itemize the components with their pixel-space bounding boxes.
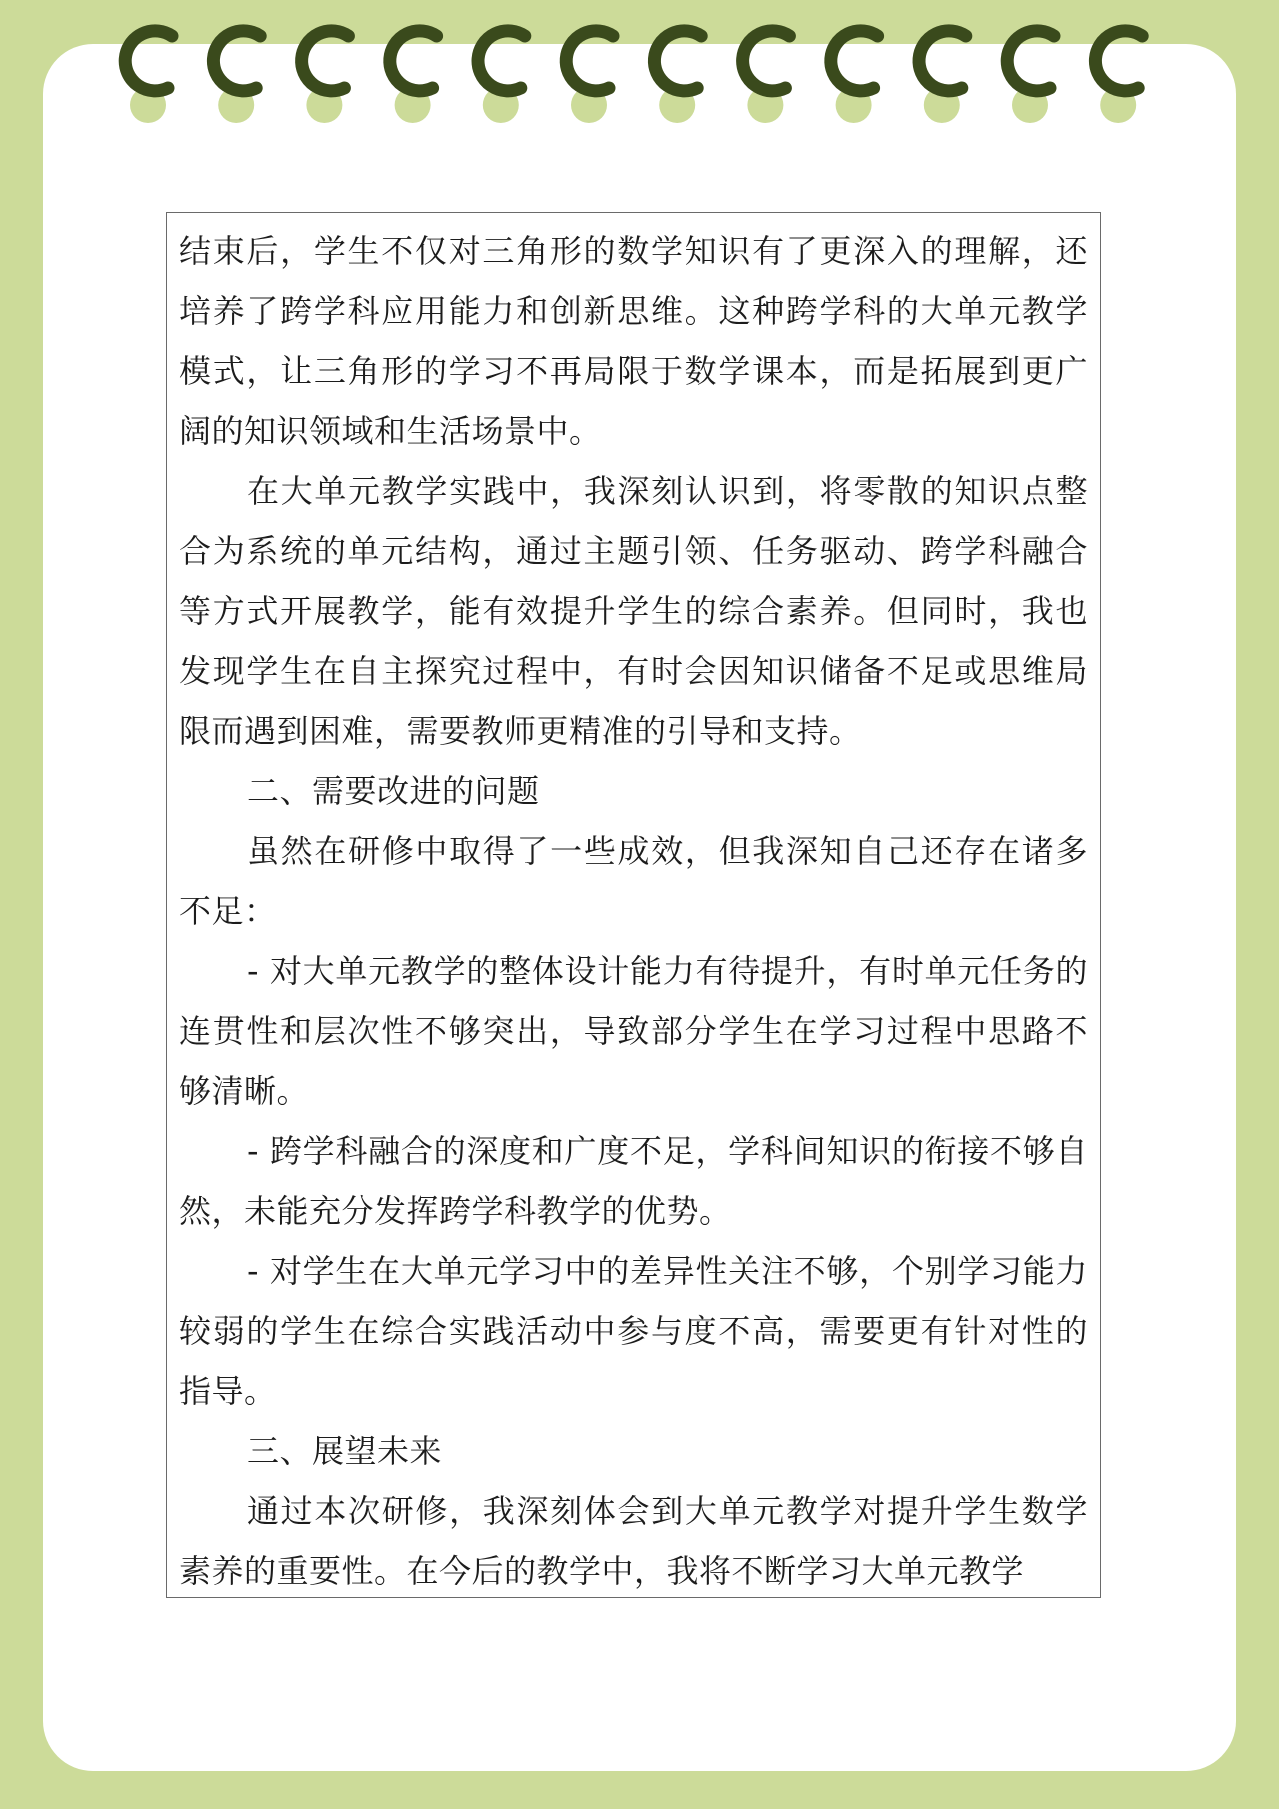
document-text-frame bbox=[166, 212, 1101, 1598]
section-heading-outlook: 三、展望未来 bbox=[247, 1432, 443, 1470]
list-item-design-ability: - 对大单元教学的整体设计能力有待提升，有时单元任务的连贯性和层次性不够突出，导致部分学生在学习过程中思路不够清晰。 bbox=[179, 952, 1088, 1110]
document-body bbox=[167, 213, 1100, 1598]
paragraph-continuation: 结束后，学生不仅对三角形的数学知识有了更深入的理解，还培养了跨学科应用能力和创新思维。这种跨学科的大单元教学模式，让三角形的学习不再局限于数学课本，而是拓展到更广阔的知识领域和生活场景中。 bbox=[179, 232, 1088, 450]
paragraph-practice-reflection: 在大单元教学实践中，我深刻认识到，将零散的知识点整合为系统的单元结构，通过主题引领、任务驱动、跨学科融合等方式开展教学，能有效提升学生的综合素养。但同时，我也发现学生在自主探究过程中，有时会因知识储备不足或思维局限而遇到困难，需要教师更精准的引导和支持。 bbox=[179, 472, 1088, 750]
list-item-student-differences: - 对学生在大单元学习中的差异性关注不够，个别学习能力较弱的学生在综合实践活动中参与度不高，需要更有针对性的指导。 bbox=[179, 1252, 1088, 1410]
paragraph-outlook: 通过本次研修，我深刻体会到大单元教学对提升学生数学素养的重要性。在今后的教学中，我将不断学习大单元教学 bbox=[179, 1492, 1088, 1590]
paragraph-shortcomings-intro: 虽然在研修中取得了一些成效，但我深知自己还存在诸多不足： bbox=[179, 832, 1088, 930]
section-heading-improvements: 二、需要改进的问题 bbox=[247, 772, 540, 810]
list-item-cross-discipline: - 跨学科融合的深度和广度不足，学科间知识的衔接不够自然，未能充分发挥跨学科教学的优势。 bbox=[179, 1132, 1088, 1230]
